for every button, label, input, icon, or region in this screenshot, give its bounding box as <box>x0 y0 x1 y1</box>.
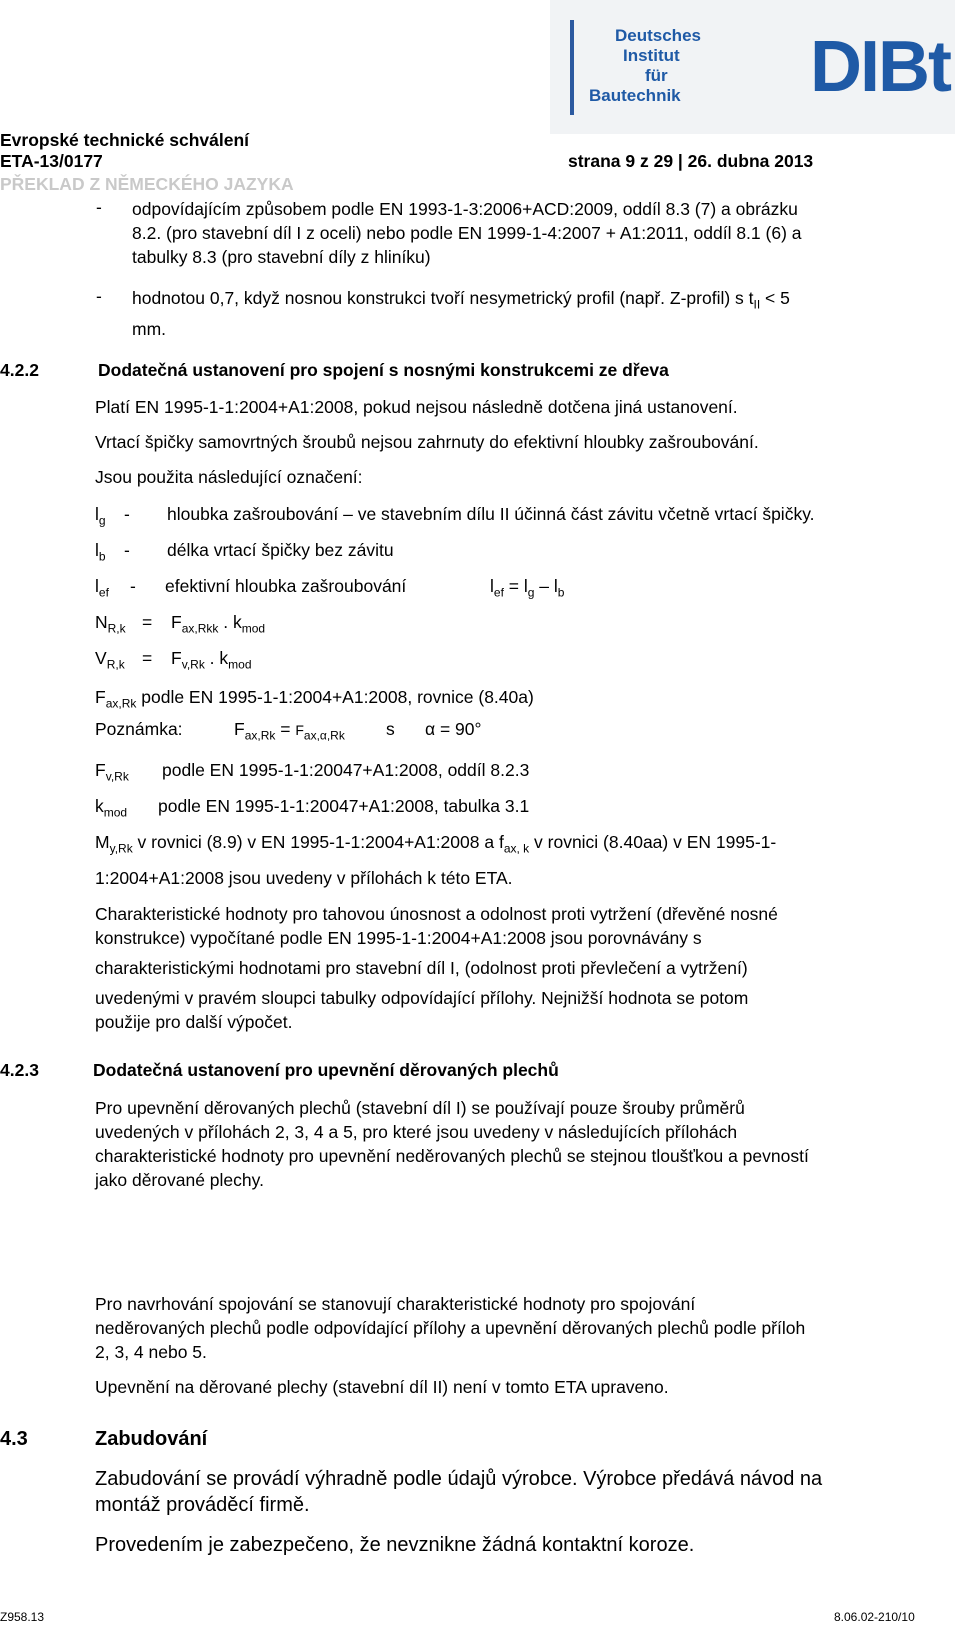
bullet-line: 8.2. (pro stavební díl I z oceli) nebo podle EN 1999-1-4:2007 + A1:2011, oddíl 8.1 (6) a <box>132 223 802 243</box>
vrk-equation: $V_{R,k}$ <box>95 648 125 672</box>
document-title: Evropské technické schválení <box>0 130 250 150</box>
note-alpha: α = 90° <box>425 719 482 739</box>
paragraph-line: uvedených v přílohách 2, 3, 4 a 5, pro které jsou uvedeny v následujících přílohách <box>95 1122 738 1142</box>
bullet-line: tabulky 8.3 (pro stavební díly z hliníku) <box>132 247 431 267</box>
definition-text: hloubka zašroubování – ve stavebním dílu II účinná část závitu včetně vrtací špičky. <box>167 504 815 524</box>
paragraph: Vrtací špičky samovrtných šroubů nejsou zahrnuty do efektivní hloubky zašroubování. <box>95 432 759 452</box>
my-line: $M_{y,Rk}$ v rovnici (8.9) v EN 1995-1-1:2004+A1:2008 a $f_{ax, k}$ v rovnici (8.40aa) v EN 1995-1- <box>95 832 777 856</box>
section-number: 4.2.3 <box>0 1060 39 1080</box>
bullet-item <box>132 286 942 341</box>
bullet-dash: - <box>96 197 102 217</box>
symbol-lg: $l_g$ <box>95 504 106 528</box>
paragraph <box>95 1096 940 1192</box>
bullet-dash: - <box>96 286 102 306</box>
page-info: strana 9 z 29 | 26. dubna 2013 <box>568 151 814 171</box>
section-number: 4.3 <box>0 1428 28 1450</box>
bullet-line: mm. <box>132 318 167 339</box>
symbol-lb: $l_b$ <box>95 540 106 564</box>
definition-text: efektivní hloubka zašroubování <box>165 576 407 596</box>
paragraph-line: Zabudování se provádí výhradně podle údajů výrobce. Výrobce předává návod na <box>95 1468 823 1490</box>
paragraph-line: neděrovaných plechů podle odpovídající přílohy a upevnění děrovaných plechů podle příloh <box>95 1318 806 1338</box>
footer-left: Z958.13 <box>0 1610 45 1624</box>
bullet-text: < 5 <box>760 288 790 308</box>
section-title: Zabudování <box>95 1428 208 1450</box>
paragraph-line: Pro upevnění děrovaných plechů (stavební díl I) se používají pouze šrouby průměrů <box>95 1098 745 1118</box>
logo-line: Bautechnik <box>589 86 681 105</box>
fvrk-symbol: $F_{v,Rk}$ <box>95 760 129 784</box>
symbol-lef: $l_{ef}$ <box>95 576 109 600</box>
paragraph-line: Charakteristické hodnoty pro tahovou únosnost a odolnost proti vytržení (dřevěné nosné <box>95 904 778 924</box>
translation-note: PŘEKLAD Z NĚMECKÉHO JAZYKA <box>0 174 294 194</box>
equals-sign: = <box>142 612 153 632</box>
nrk-rhs: $F_{ax,Rkk}$ . $k_{mod}$ <box>171 612 266 636</box>
subscript: II <box>753 297 761 312</box>
lef-equation: $l_{ef} = l_g - l_b$ <box>490 576 565 600</box>
nrk-equation: $N_{R,k}$ <box>95 612 126 636</box>
paragraph: Upevnění na děrované plechy (stavební díl II) není v tomto ETA upraveno. <box>95 1377 669 1397</box>
logo-line: für <box>645 66 668 85</box>
paragraph-line: montáž prováděcí firmě. <box>95 1494 310 1516</box>
logo-line: Deutsches <box>615 26 701 45</box>
section-title: Dodatečná ustanovení pro spojení s nosnými konstrukcemi ze dřeva <box>98 360 669 380</box>
section-number: 4.2.2 <box>0 360 39 380</box>
bullet-item <box>132 197 942 269</box>
paragraph <box>95 1292 940 1364</box>
eta-number: ETA-13/0177 <box>0 151 103 171</box>
paragraph-line: 2, 3, 4 nebo 5. <box>95 1342 207 1362</box>
my-line-2: 1:2004+A1:2008 jsou uvedeny v přílohách k této ETA. <box>95 868 513 888</box>
definition-dash: - <box>130 576 136 596</box>
paragraph: Jsou použita následující označení: <box>95 467 363 487</box>
dibt-logo-text <box>589 26 701 106</box>
paragraph-line: charakteristickými hodnotami pro stavební díl I, (odolnost proti převlečení a vytržení) <box>95 958 748 978</box>
note-label: Poznámka: <box>95 719 183 739</box>
bullet-text: hodnotou 0,7, když nosnou konstrukci tvoří nesymetrický profil (např. Z-profil) s t <box>132 288 754 308</box>
footer-right: 8.06.02-210/10 <box>834 1610 915 1624</box>
characteristic-paragraph <box>95 902 940 1034</box>
kmod-text: podle EN 1995-1-1:20047+A1:2008, tabulka 3.1 <box>158 796 530 816</box>
dibt-logo: DIBt <box>810 27 950 107</box>
paragraph-line: konstrukce) vypočítané podle EN 1995-1-1:2004+A1:2008 jsou porovnávány s <box>95 928 702 948</box>
vrk-rhs: $F_{v,Rk}$ . $k_{mod}$ <box>171 648 252 672</box>
logo-line: Institut <box>623 46 680 65</box>
note-s: s <box>386 719 395 739</box>
paragraph-line: jako děrované plechy. <box>95 1170 264 1190</box>
section-title: Dodatečná ustanovení pro upevnění děrovaných plechů <box>93 1060 559 1080</box>
paragraph: Provedením je zabezpečeno, že nevznikne žádná kontaktní koroze. <box>95 1534 695 1556</box>
definition-dash: - <box>124 504 130 524</box>
paragraph-line: charakteristické hodnoty pro upevnění neděrovaných plechů se stejnou tloušťkou a pevností <box>95 1146 809 1166</box>
note-equation: $F_{ax,Rk} = F_{ax,\alpha,Rk}$ <box>234 719 345 743</box>
paragraph-line: Pro navrhování spojování se stanovují charakteristické hodnoty pro spojování <box>95 1294 696 1314</box>
fvrk-text: podle EN 1995-1-1:20047+A1:2008, oddíl 8.2.3 <box>162 760 530 780</box>
definition-dash: - <box>124 540 130 560</box>
paragraph: Platí EN 1995-1-1:2004+A1:2008, pokud nejsou následně dotčena jiná ustanovení. <box>95 397 738 417</box>
bullet-line: odpovídajícím způsobem podle EN 1993-1-3:2006+ACD:2009, oddíl 8.3 (7) a obrázku <box>132 199 798 219</box>
equals-sign: = <box>142 648 153 668</box>
logo-divider <box>570 20 574 115</box>
faxrk-line: $F_{ax,Rk}$ podle EN 1995-1-1:2004+A1:2008, rovnice (8.40a) <box>95 687 534 711</box>
kmod-symbol: $k_{mod}$ <box>95 796 128 820</box>
paragraph-line: použije pro další výpočet. <box>95 1012 293 1032</box>
paragraph <box>95 1466 945 1518</box>
definition-text: délka vrtací špičky bez závitu <box>167 540 394 560</box>
paragraph-line: uvedenými v pravém sloupci tabulky odpovídající přílohy. Nejnižší hodnota se potom <box>95 988 749 1008</box>
